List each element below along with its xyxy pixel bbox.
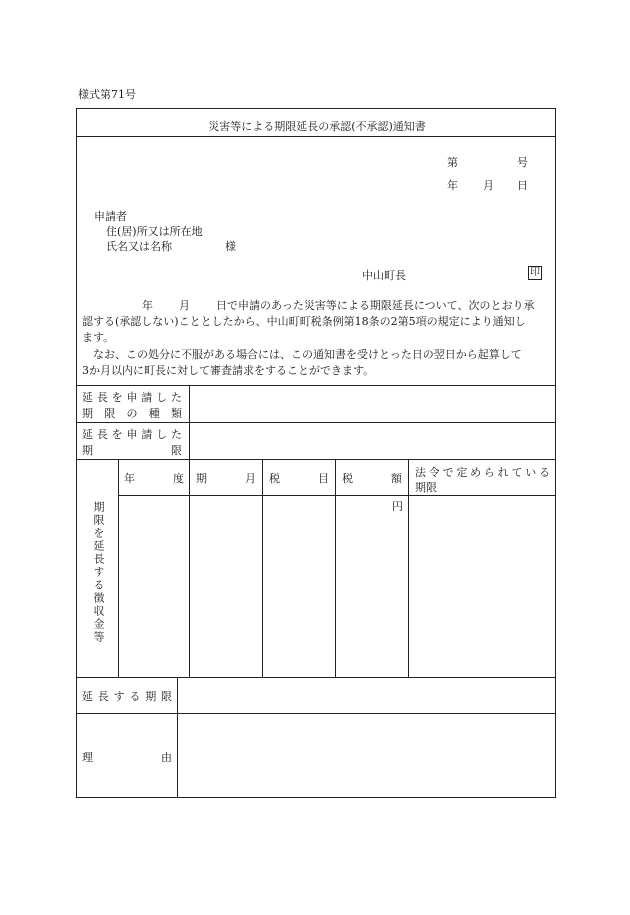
body-text-line2: 認する(承認しない)こととしたから、中山町町税条例第18条の2第5項の規定により通知し bbox=[82, 315, 526, 328]
col-divider-3 bbox=[335, 459, 336, 677]
body-text-line3: ます。 bbox=[82, 331, 115, 344]
title-divider bbox=[77, 136, 555, 137]
body-text-line4: なお、この処分に不服がある場合には、この通知書を受けとった日の翌日から起算して bbox=[93, 348, 522, 361]
col-divider-2 bbox=[262, 459, 263, 677]
row2-label-line2: 期限 bbox=[82, 444, 182, 457]
col-divider-4 bbox=[408, 459, 409, 677]
body-year: 年 bbox=[142, 299, 153, 312]
applicant-label: 申請者 bbox=[94, 210, 127, 223]
number-suffix: 号 bbox=[517, 156, 528, 169]
document-title: 災害等による期限延長の承認(不承認)通知書 bbox=[208, 120, 426, 133]
name-label: 氏名又は名称 bbox=[106, 240, 172, 253]
date-year: 年 bbox=[447, 179, 458, 192]
col-header-legal-line1: 法令で定められている bbox=[415, 466, 550, 479]
body-text-line5: 3か月以内に町長に対して審査請求をすることができます。 bbox=[82, 364, 375, 377]
col-header-tax-item: 税目 bbox=[269, 472, 329, 485]
label-column-line bbox=[189, 385, 190, 459]
extension-bottom-line bbox=[77, 713, 555, 714]
bottom-label-line bbox=[177, 677, 178, 798]
address-label: 住(居)所又は所在地 bbox=[106, 225, 203, 238]
row1-label-line1: 延長を申請した bbox=[82, 391, 182, 404]
yen-unit: 円 bbox=[392, 500, 403, 513]
seal-mark: 印 bbox=[530, 267, 540, 278]
col-divider-1 bbox=[189, 459, 190, 677]
items-bottom-line bbox=[77, 677, 555, 678]
row2-label-line1: 延長を申請した bbox=[82, 428, 182, 441]
side-label-vertical: 期限を延長する徴収金等 bbox=[92, 501, 105, 644]
row1-bottom-line bbox=[77, 422, 555, 423]
date-day: 日 bbox=[517, 179, 528, 192]
number-prefix: 第 bbox=[447, 156, 458, 169]
row2-bottom-line bbox=[77, 459, 555, 460]
body-text-line1: 日で申請のあった災害等による期限延長について、次のとおり承 bbox=[216, 299, 535, 312]
extension-period-label: 延長する期限 bbox=[82, 690, 172, 703]
form-number: 様式第71号 bbox=[78, 88, 136, 101]
col-header-legal-line2: 期限 bbox=[415, 481, 437, 494]
side-label-line bbox=[118, 459, 119, 677]
col-header-year: 年度 bbox=[124, 472, 184, 485]
col-header-tax-amount: 税額 bbox=[342, 472, 402, 485]
header-bottom-line bbox=[118, 495, 555, 496]
row1-label-line2: 期限の種類 bbox=[82, 407, 182, 420]
col-header-period: 期月 bbox=[196, 472, 256, 485]
body-month: 月 bbox=[179, 299, 190, 312]
table-top-line bbox=[77, 385, 555, 386]
honorific: 様 bbox=[225, 240, 236, 253]
reason-label: 理由 bbox=[82, 751, 172, 764]
notice-form bbox=[76, 108, 556, 798]
date-month: 月 bbox=[483, 179, 494, 192]
issuer-name: 中山町長 bbox=[362, 269, 406, 282]
